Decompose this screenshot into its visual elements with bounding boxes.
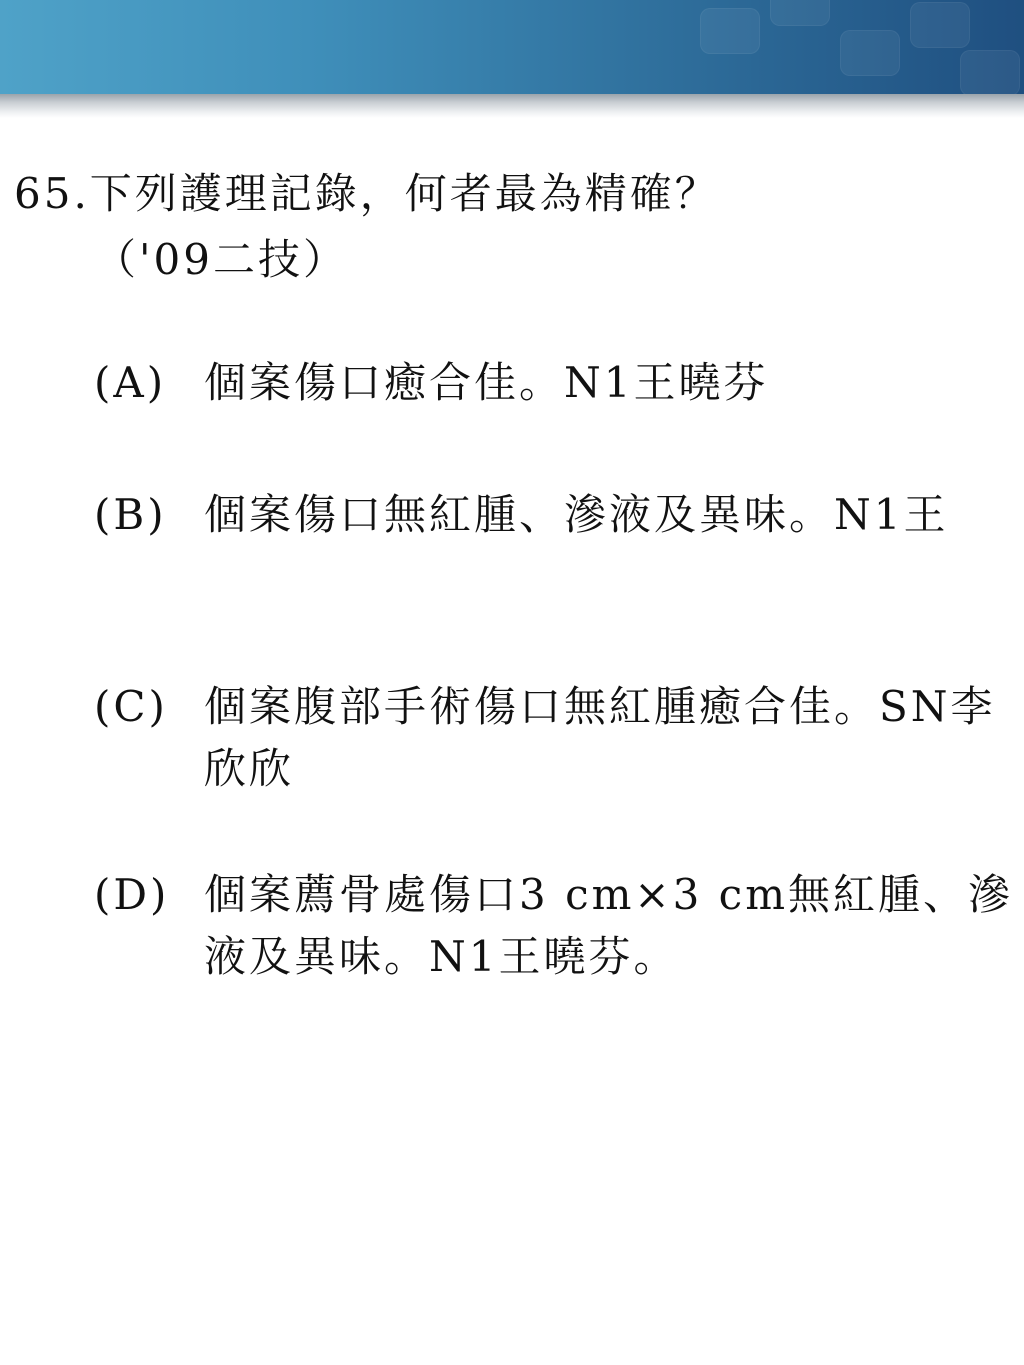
- option-text: 個案腹部手術傷口無紅腫癒合佳。SN李欣欣: [204, 682, 996, 793]
- option-text: 個案傷口無紅腫、滲液及異味。N1王: [204, 490, 949, 539]
- question-line: [14, 160, 720, 228]
- question-text: 下列護理記錄，何者最為精確？: [89, 169, 720, 218]
- banner-decoration: [910, 2, 970, 48]
- banner-decoration: [770, 0, 830, 26]
- option-label: (B): [94, 490, 167, 539]
- question-source: （'09二技）: [94, 235, 348, 284]
- option-text: 個案傷口癒合佳。N1王曉芬: [204, 358, 769, 407]
- option-label: (A): [94, 358, 167, 407]
- option-c[interactable]: [94, 676, 996, 793]
- question-number: 65.: [14, 169, 90, 218]
- banner-decoration: [960, 50, 1020, 94]
- banner-decoration: [840, 30, 900, 76]
- option-a[interactable]: [94, 352, 769, 414]
- option-d[interactable]: [94, 864, 1014, 981]
- header-banner: [0, 0, 1024, 94]
- option-label: (C): [94, 682, 168, 731]
- option-text: 個案薦骨處傷口3 cm×3 cm無紅腫、滲液及異味。N1王曉芬。: [204, 870, 1014, 981]
- option-b[interactable]: [94, 484, 949, 546]
- banner-decoration: [700, 8, 760, 54]
- option-label: (D): [94, 870, 170, 919]
- banner-shadow: [0, 94, 1024, 118]
